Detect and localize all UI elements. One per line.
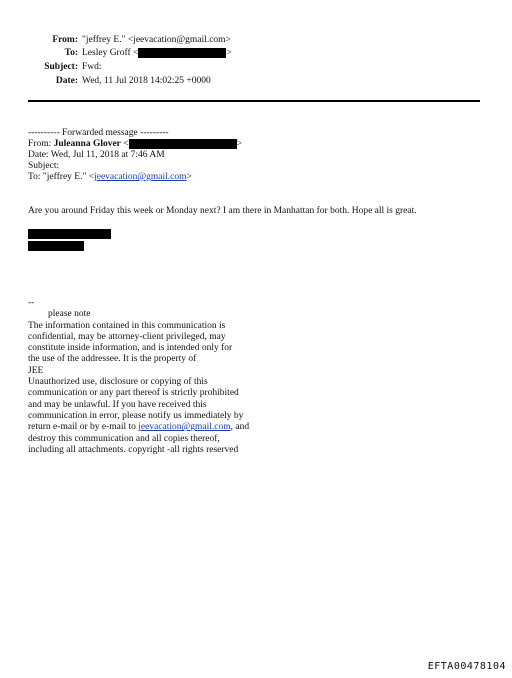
disclaimer-line: Unauthorized use, disclosure or copying of this [28,377,208,388]
return-prefix: return e-mail or by e-mail to [28,422,139,433]
forwarded-to-suffix: > [186,172,192,182]
header-from-row [0,34,231,46]
forwarded-date: Date: Wed, Jul 11, 2018 at 7:46 AM [28,150,165,160]
return-email-link[interactable]: jeevacation@gmail.com [138,422,231,433]
forwarded-from-row [28,139,242,150]
disclaimer-line: communication or any part thereof is strictly prohibited [28,388,239,399]
redaction-box [138,48,226,58]
disclaimer-line: destroy this communication and all copies thereof, [28,433,220,444]
header-to-row [0,47,232,59]
return-suffix: , and [230,422,250,433]
header-subject-row [0,61,102,73]
disclaimer-line: JEE [28,365,44,376]
header-to-label: To: [64,48,78,58]
disclaimer-line: constitute inside information, and is intended only for [28,343,233,354]
header-subject-value: Fwd: [82,62,102,72]
disclaimer-line: confidential, may be attorney-client privileged, may [28,331,226,342]
forwarded-to-prefix: To: "jeffrey E." < [28,172,95,182]
disclaimer-line: and may be unlawful. If you have received this [28,399,207,410]
header-from-label: From: [52,35,78,45]
forwarded-from-close: > [236,139,242,150]
header-divider [28,100,480,102]
header-to-value: Lesley Groff < [82,48,139,58]
forwarded-from-name: Juleanna Glover [53,139,121,150]
disclaimer-return-line [28,422,249,433]
please-note: please note [48,309,91,320]
forwarded-to-row [28,172,192,183]
header-subject-label: Subject: [44,62,78,72]
forwarded-divider: ---------- Forwarded message --------- [28,128,169,138]
disclaimer-line: communication in error, please notify us immediately by [28,410,244,421]
forwarded-from-prefix: From: [28,139,54,150]
disclaimer-line: the use of the addressee. It is the property of [28,354,197,365]
header-to-tail: > [226,48,232,58]
bates-number: EFTA00478104 [427,661,506,672]
header-from-value: "jeffrey E." <jeevacation@gmail.com> [82,35,231,45]
forwarded-from-open: < [120,139,129,150]
redaction-box [28,229,111,239]
header-date-value: Wed, 11 Jul 2018 14:02:25 +0000 [82,76,211,86]
header-date-label: Date: [55,76,78,86]
disclaimer-line: including all attachments. copyright -all rights reserved [28,444,239,455]
disclaimer-block [28,298,249,456]
redaction-box [129,139,237,149]
message-body: Are you around Friday this week or Monday next? I am there in Manhattan for both. Hope all is great. [28,206,417,216]
forwarded-to-email-link[interactable]: jeevacation@gmail.com [94,172,187,182]
forwarded-subject: Subject: [28,161,60,171]
header-date-row [0,75,211,87]
disclaimer-line: The information contained in this communication is [28,320,226,331]
signature-dashes: -- [28,298,35,308]
redaction-box [28,241,84,251]
